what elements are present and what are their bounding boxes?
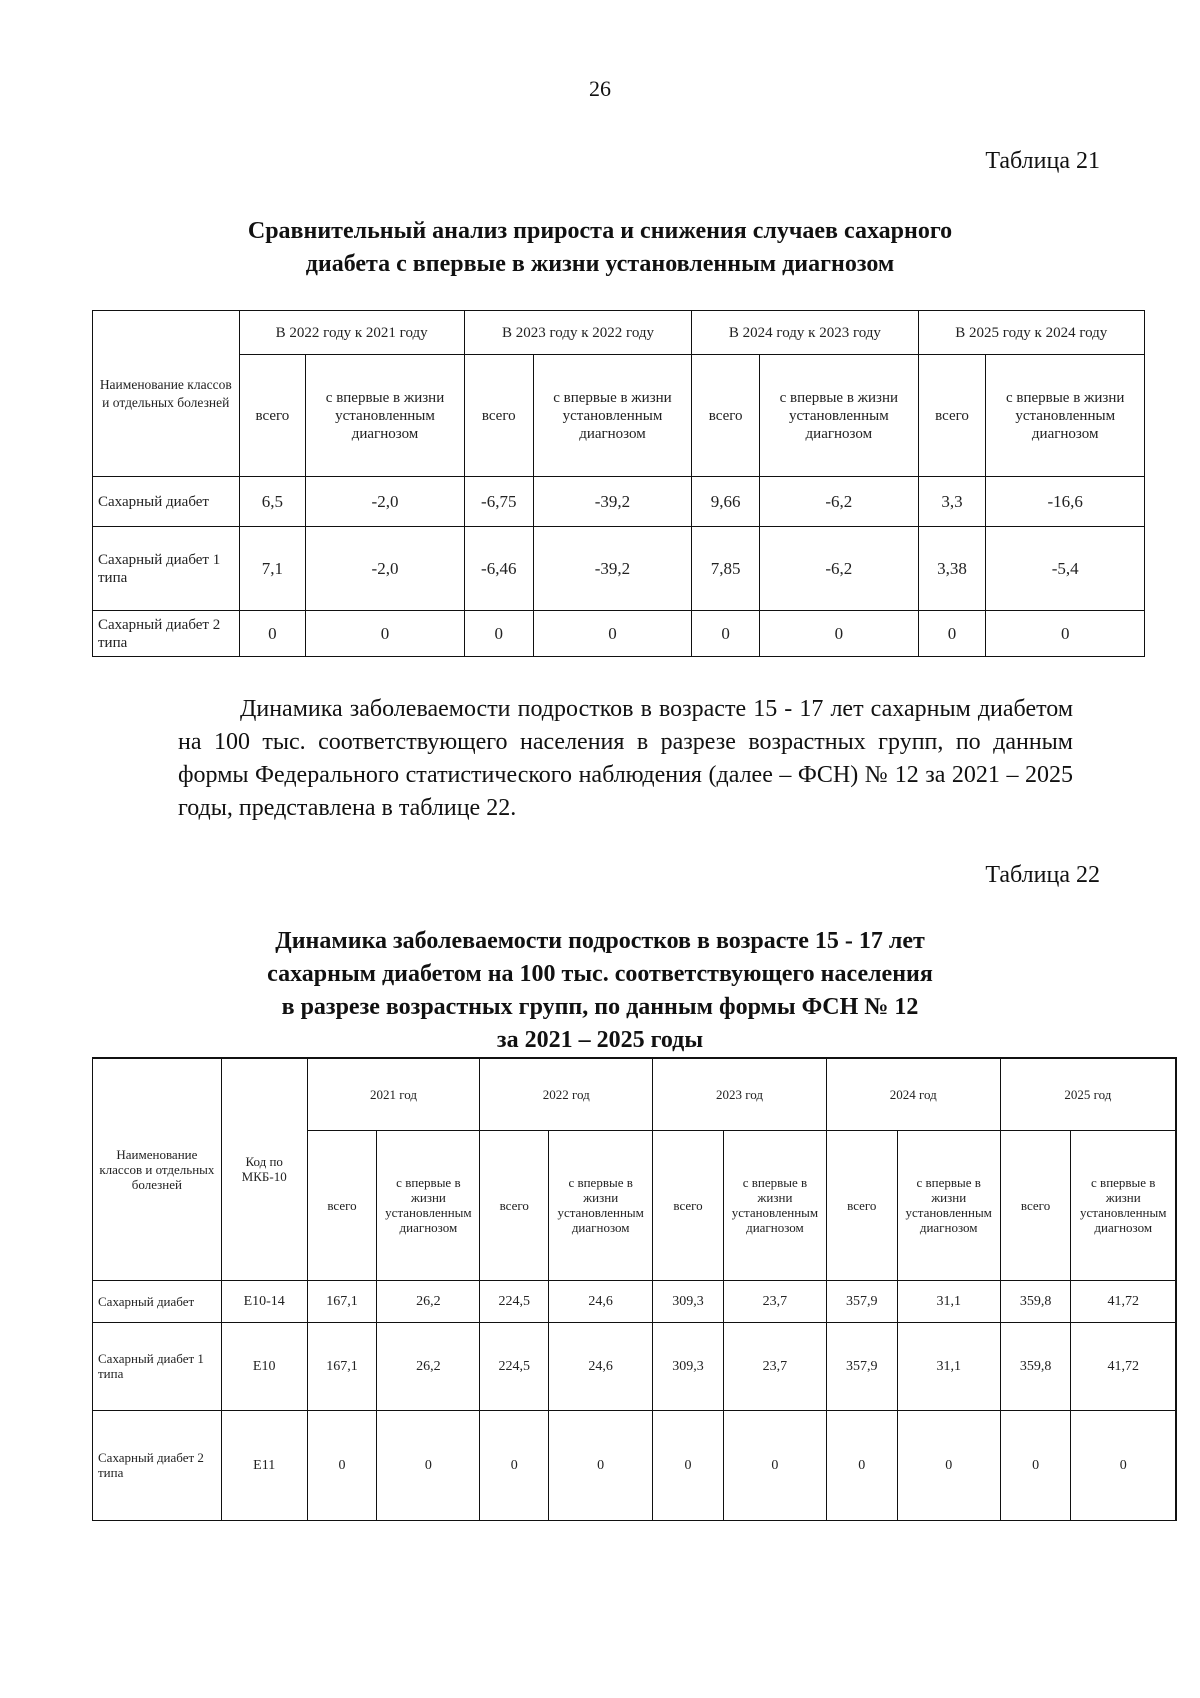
cell-value: 167,1 [307,1322,377,1410]
table-21-period-header: В 2023 году к 2022 году [464,311,691,355]
table-row [93,611,1145,657]
table-22-col-first: с впервые в жизни установленным диагнозом [1071,1130,1176,1280]
cell-value: 23,7 [723,1322,826,1410]
table-22-col-first: с впервые в жизни установленным диагнозом [377,1130,480,1280]
table-22-header-name: Наименование классов и отдельных болезней [93,1058,222,1280]
cell-value: 0 [480,1410,549,1520]
table-21 [92,310,1145,657]
cell-value: -39,2 [533,527,692,611]
table-22-col-first: с впервые в жизни установленным диагнозом [549,1130,653,1280]
cell-value: 31,1 [897,1280,1000,1322]
cell-value: -39,2 [533,477,692,527]
cell-value: 359,8 [1000,1322,1071,1410]
cell-value: -16,6 [986,477,1145,527]
cell-value: 0 [1071,1410,1176,1520]
table-22-header-code: Код по МКБ-10 [221,1058,307,1280]
cell-value: 0 [377,1410,480,1520]
cell-value: 31,1 [897,1322,1000,1410]
cell-value: 0 [239,611,306,657]
table-row [93,1280,1177,1322]
cell-value: -6,2 [760,477,919,527]
row-code: E10 [221,1322,307,1410]
cell-value: 24,6 [549,1280,653,1322]
row-name: Сахарный диабет [93,477,240,527]
table-21-col-first: с впервые в жизни установленным диагнозом [306,355,465,477]
cell-value: 0 [723,1410,826,1520]
table-21-period-header: В 2024 году к 2023 году [692,311,918,355]
cell-value: -6,46 [464,527,533,611]
cell-value: 0 [918,611,986,657]
table-22-col-total: всего [826,1130,897,1280]
cell-value: 0 [307,1410,377,1520]
cell-value: 0 [986,611,1145,657]
table-21-col-first: с впервые в жизни установленным диагнозом [533,355,692,477]
table-21-period-header: В 2022 году к 2021 году [239,311,464,355]
cell-value: 24,6 [549,1322,653,1410]
table-21-col-total: всего [239,355,306,477]
cell-value: 0 [306,611,465,657]
table-21-label: Таблица 21 [985,148,1100,174]
page-number: 26 [589,76,611,101]
table-22-col-total: всего [653,1130,724,1280]
table-21-col-total: всего [918,355,986,477]
table-22-label: Таблица 22 [985,862,1100,888]
cell-value: 224,5 [480,1280,549,1322]
table-22-year-header: 2024 год [826,1058,1000,1130]
cell-value: 26,2 [377,1322,480,1410]
table-21-col-first: с впервые в жизни установленным диагнозом [986,355,1145,477]
cell-value: 6,5 [239,477,306,527]
cell-value: -6,75 [464,477,533,527]
table-21-title: Сравнительный анализ прироста и снижения случаев сахарного диабета с впервые в жизни установленным диагнозом [247,218,953,277]
cell-value: 41,72 [1071,1280,1176,1322]
table-22-year-header: 2025 год [1000,1058,1176,1130]
cell-value: 23,7 [723,1280,826,1322]
cell-value: 309,3 [653,1322,724,1410]
table-21-col-first: с впервые в жизни установленным диагнозом [760,355,919,477]
table-row [93,527,1145,611]
cell-value: -5,4 [986,527,1145,611]
cell-value: 224,5 [480,1322,549,1410]
row-name: Сахарный диабет 1 типа [93,527,240,611]
row-name: Сахарный диабет 1 типа [93,1322,222,1410]
table-22-year-header: 2023 год [653,1058,827,1130]
cell-value: 7,1 [239,527,306,611]
cell-value: 0 [1000,1410,1071,1520]
cell-value: 0 [653,1410,724,1520]
table-row [93,477,1145,527]
cell-value: 0 [760,611,919,657]
cell-value: -2,0 [306,527,465,611]
cell-value: 26,2 [377,1280,480,1322]
cell-value: 359,8 [1000,1280,1071,1322]
table-22-col-first: с впервые в жизни установленным диагнозом [723,1130,826,1280]
table-22-col-total: всего [480,1130,549,1280]
cell-value: -2,0 [306,477,465,527]
cell-value: 9,66 [692,477,760,527]
table-21-period-header: В 2025 году к 2024 году [918,311,1144,355]
table-22-col-total: всего [307,1130,377,1280]
cell-value: 0 [464,611,533,657]
table-22-col-total: всего [1000,1130,1071,1280]
cell-value: 0 [897,1410,1000,1520]
body-paragraph: Динамика заболеваемости подростков в возрасте 15 - 17 лет сахарным диабетом на 100 тыс. соответствующего населения в разрезе возрастных групп, по данным формы Федерального статистического наблюдения (далее – ФСН) № 12 за 2021 – 2025 годы, представлена в таблице 22. [178,696,1073,821]
table-21-col-total: всего [464,355,533,477]
cell-value: 309,3 [653,1280,724,1322]
table-row [93,1322,1177,1410]
cell-value: -6,2 [760,527,919,611]
cell-value: 3,3 [918,477,986,527]
table-22-col-first: с впервые в жизни установленным диагнозом [897,1130,1000,1280]
table-22-year-header: 2021 год [307,1058,480,1130]
table-22-title: Динамика заболеваемости подростков в возрасте 15 - 17 лет сахарным диабетом на 100 тыс. соответствующего населения в разрезе возрастных групп, по данным формы ФСН № 12 за 2021 – 2025 годы [267,928,933,1053]
table-row [93,1410,1177,1520]
row-name: Сахарный диабет 2 типа [93,1410,222,1520]
table-22 [92,1057,1177,1521]
row-code: E10-14 [221,1280,307,1322]
table-21-col-total: всего [692,355,760,477]
row-name: Сахарный диабет 2 типа [93,611,240,657]
table-21-header-name: Наименование классов и отдельных болезней [93,311,240,477]
cell-value: 7,85 [692,527,760,611]
cell-value: 167,1 [307,1280,377,1322]
row-name: Сахарный диабет [93,1280,222,1322]
cell-value: 0 [549,1410,653,1520]
cell-value: 0 [533,611,692,657]
cell-value: 41,72 [1071,1322,1176,1410]
row-code: E11 [221,1410,307,1520]
cell-value: 0 [826,1410,897,1520]
cell-value: 357,9 [826,1280,897,1322]
table-22-year-header: 2022 год [480,1058,653,1130]
cell-value: 3,38 [918,527,986,611]
cell-value: 357,9 [826,1322,897,1410]
cell-value: 0 [692,611,760,657]
